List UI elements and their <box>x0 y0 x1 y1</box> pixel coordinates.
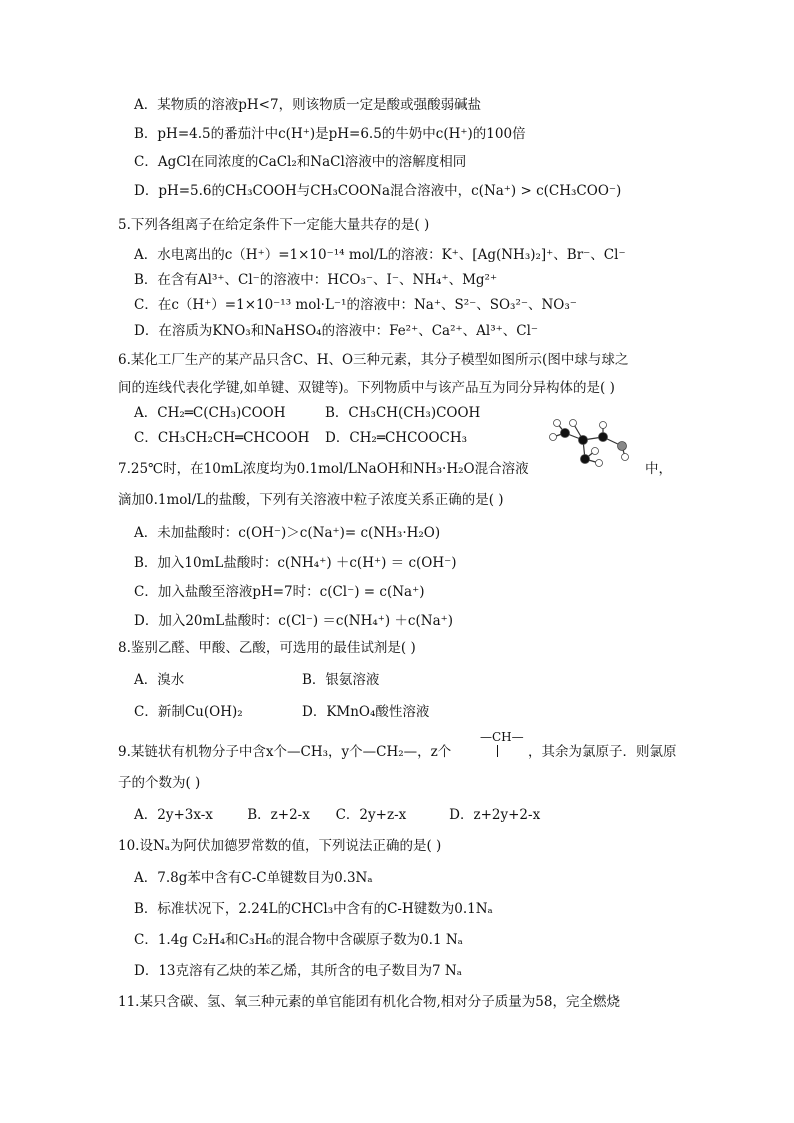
q10-option-a: A．7.8g苯中含有C-C单键数目为0.3Nₐ <box>134 870 373 886</box>
ch-group-label: —CH— <box>480 730 524 744</box>
q10-option-d: D．13克溶有乙炔的苯乙烯，其所含的电子数目为7 Nₐ <box>134 963 462 979</box>
q6-option-a: A．CH₂═C(CH₃)COOH <box>134 405 286 421</box>
q4-option-a: A．某物质的溶液pH<7，则该物质一定是酸或强酸弱碱盐 <box>134 97 482 113</box>
question-5: 5.下列各组离子在给定条件下一定能大量共存的是( ) <box>118 217 430 233</box>
question-6: 6.某化工厂生产的某产品只含C、H、O三种元素，其分子模型如图所示(图中球与球之 <box>118 352 629 368</box>
q7-option-c: C．加入盐酸至溶液pH=7时：c(Cl⁻) = c(Na⁺) <box>134 584 425 600</box>
q5-option-c: C．在c（H⁺）=1×10⁻¹³ mol·L⁻¹的溶液中：Na⁺、S²⁻、SO₃²⁻、NO₃⁻ <box>134 297 577 313</box>
question-6-continued: 间的连线代表化学键,如单键、双键等)。下列物质中与该产品互为同分异构体的是( ) <box>118 380 615 396</box>
q10-option-b: B．标准状况下，2.24L的CHCl₃中含有的C-H键数为0.1Nₐ <box>134 901 493 917</box>
question-7: 7.25℃时，在10mL浓度均为0.1mol/LNaOH和NH₃·H₂O混合溶液 <box>118 461 529 477</box>
q4-option-b: B．pH=4.5的番茄汁中c(H⁺)是pH=6.5的牛奶中c(H⁺)的100倍 <box>134 126 526 142</box>
question-10: 10.设Nₐ为阿伏加德罗常数的值，下列说法正确的是( ) <box>118 838 442 854</box>
question-9: 9.某链状有机物分子中含x个—CH₃，y个—CH₂—，z个 <box>118 744 452 760</box>
q8-option-b: B．银氨溶液 <box>302 672 380 688</box>
ch-bond-line <box>497 745 498 757</box>
q4-option-d: D．pH=5.6的CH₃COOH与CH₃COONa混合溶液中，c(Na⁺) > c(CH₃COO⁻) <box>134 183 622 199</box>
q8-option-d: D．KMnO₄酸性溶液 <box>302 704 430 720</box>
molecule-model-figure <box>545 415 640 470</box>
q10-option-c: C．1.4g C₂H₄和C₃H₆的混合物中含碳原子数为0.1 Nₐ <box>134 932 463 948</box>
question-9-continued: 子的个数为( ) <box>118 775 201 791</box>
q5-option-d: D．在溶质为KNO₃和NaHSO₄的溶液中：Fe²⁺、Ca²⁺、Al³⁺、Cl⁻ <box>134 323 539 339</box>
q4-option-c: C．AgCl在同浓度的CaCl₂和NaCl溶液中的溶解度相同 <box>134 154 467 170</box>
question-8: 8.鉴别乙醛、甲酸、乙酸，可选用的最佳试剂是( ) <box>118 640 416 656</box>
q6-option-c: C．CH₃CH₂CH═CHCOOH <box>134 430 310 446</box>
question-7-end: 中， <box>645 461 672 477</box>
q7-option-d: D．加入20mL盐酸时：c(Cl⁻) ＝c(NH₄⁺) ＋c(Na⁺) <box>134 613 454 629</box>
q9-options: A．2y+3x-x B．z+2-x C．2y+z-x D．z+2y+2-x <box>134 807 541 823</box>
q8-option-c: C．新制Cu(OH)₂ <box>134 704 243 720</box>
q7-option-a: A．未加盐酸时：c(OH⁻)＞c(Na⁺)= c(NH₃·H₂O) <box>134 525 441 541</box>
q5-option-b: B．在含有Al³⁺、Cl⁻的溶液中：HCO₃⁻、I⁻、NH₄⁺、Mg²⁺ <box>134 272 498 288</box>
q7-option-b: B．加入10mL盐酸时：c(NH₄⁺) ＋c(H⁺) ＝ c(OH⁻) <box>134 555 457 571</box>
q6-option-d: D．CH₂═CHCOOCH₃ <box>325 430 468 446</box>
q5-option-a: A．水电离出的c（H⁺）=1×10⁻¹⁴ mol/L的溶液：K⁺、[Ag(NH₃)₂]⁺、Br⁻、Cl⁻ <box>134 247 626 263</box>
question-9-end: ，其余为氯原子．则氯原 <box>528 744 677 760</box>
q6-option-b: B．CH₃CH(CH₃)COOH <box>325 405 481 421</box>
ch-group-structure <box>480 730 524 764</box>
q8-option-a: A．溴水 <box>134 672 185 688</box>
question-7-continued: 滴加0.1mol/L的盐酸，下列有关溶液中粒子浓度关系正确的是( ) <box>118 492 504 508</box>
question-11: 11.某只含碳、氢、氧三种元素的单官能团有机化合物,相对分子质量为58，完全燃烧 <box>118 994 620 1010</box>
